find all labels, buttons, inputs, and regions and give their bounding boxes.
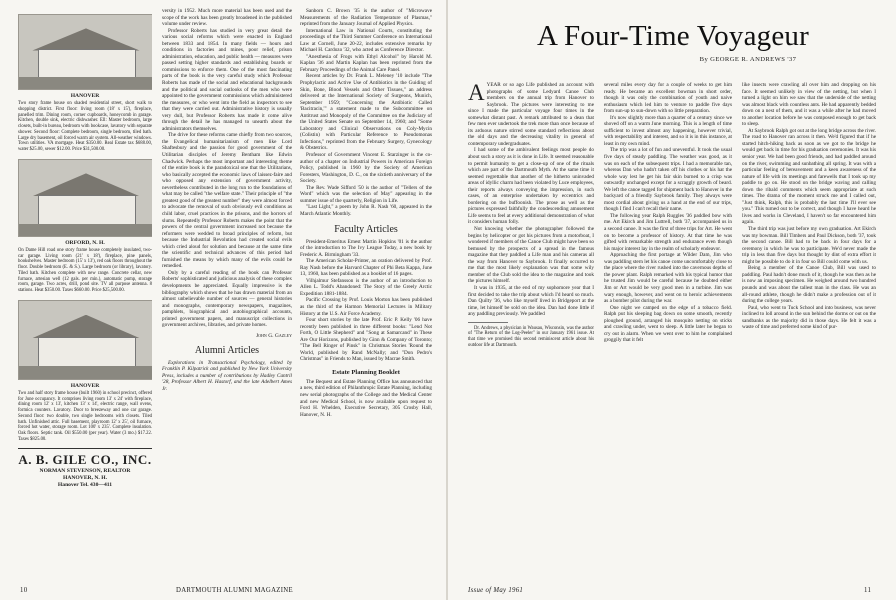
right-page-number: 11 [864, 587, 872, 594]
faculty-article-item: The American Scholar-Printer, an oration delivered by Prof. Ray Nash before the Harvard Chapter of Phi Beta Kappa, June 13, 1960, has been published as a booklet of 16 pages. [300, 258, 432, 278]
faculty-article-item: President-Emeritus Ernest Martin Hopkins '01 is the author of the introduction to The Ivy League Today, a new book by Frederic A. Birmingham '33. [300, 238, 432, 258]
author-note: Dr. Andrews, a physician in Wausau, Wisconsin, was the author of "The Return of the Log-Peeler" in our January 1961 issue. At that time we promised this second reminiscent article about his outdoor life at Dartmouth. [468, 325, 594, 348]
hanover-house-photo-1 [18, 14, 152, 90]
article-paragraph: Being a member of the Canoe Club, Bill was used to paddling. Paul hadn't done much of it, though he was then as he is now an imposing specimen. He weighed around two hundred pounds and was about the tallest man in the class. He was an all-round athlete, though he didn't make a profession out of it during the college years. [742, 265, 876, 305]
realtor-town: HANOVER, N. H. [63, 474, 107, 481]
right-page [448, 0, 896, 600]
real-estate-column [18, 14, 152, 584]
alumni-article-item: The Rev. Wade Sifford '50 is the author of "Tellers of the Word" which was the selection of May" appearing in the summer issue of the quarterly, Religion in Life. [300, 184, 432, 204]
alumni-article-item: Recent articles by Dr. Frank L. Meleney '10 include "The Prophylactic and Active Use of Antibiotics in the Guiding of Skin, Bone, Blood Vessels and Other Tissues," an address delivered at the International Society of Surgeons, Munich, September 1959; "Concerning the Antibiotic Called 'Bacitracin,'" a statement made to the Subcommittee on Antitrust and Monopoly of the Committee on the Judiciary of the United States Senate on September 14, 1960; and "Some Laboratory and Clinical Observations on Coly-Mycin (Colistin) with Particular Reference to Pseudomonas Infections," reprinted from the February Surgery, Gynecology & Obstetrics. [300, 73, 432, 152]
review-continued: versity in 1952. Much more material has been used and the scope of the work has been greatly broadened in the published volume under review. [162, 8, 292, 28]
alumni-article-item: "Last Light," a poem by John R. Nash '60, appeared in the March Atlantic Monthly. [300, 204, 432, 217]
realtor-phone: Hanover Tel. 430—411 [57, 481, 113, 488]
articles-column [300, 8, 432, 584]
hanover-house-photo-2 [18, 300, 152, 380]
ad-hanover-2-text: Two and half story frame house (built 1960) in school precinct, offered for June occupancy. It comprises living room 13' x 24' with fireplace, dining room 12' x 13', kitchen 13' x 14', electric range, wall ovens, formica counters. Lavatory. Door to breezeway and one car garage. Second floor: two double, two single bedrooms with closets. Tiled bath. Unfinished attic. Full basement, playroom 12' x 25', oil furnace, forced hot water, storage room. Lot 100' x 235'. Complete insulation. Oak floors. Septic tank. Oil $550.00 (per year). Water (3 mo.) $17.22. Taxes $825.00. [18, 390, 152, 442]
review-paragraph: Professor Roberts has studied in very great detail the various social reforms which were enacted in England between 1833 and 1854. In many fields — hours and conditions in factories and mines, poor relief, prison administration, education, and public health — measures were passed setting higher standards and establishing boards or commissions to enforce them. One of the most fascinating parts of the book is the very careful study which Professor Roberts has made of the social and educational backgrounds and the political and social outlooks of the men who were appointed to the government commissions which administered the measures, or who went into the field as inspectors to see that they were carried out. Administrative history is usually very dull, but Professor Roberts has made it come alive through the detail he has managed to unearth about the administrators themselves. [162, 27, 292, 132]
article-paragraph: The third trip was just before my own graduation. Art Ekirch was my bowman. Bill Timbers and Paul Dickson, both '37, took the second canoe. Bill had to be back in four days for a ceremony in which he was to participate. We'd never made the trip in less than five days but thought by dint of extra effort it might be possible to do it in four so Bill could come with us. [742, 226, 876, 265]
left-page-number: 10 [20, 587, 28, 594]
ad-hanover-1-text: Two story frame house on shaded residential street, short walk to shopping district. First floor: living room (18' x 15'), fireplace, panelled trim. Dining room, corner cupboards, honeycomb in garage. Kitchen, double sink, electric dishwasher. Ell: Master bedroom, large closets, built-in bureau, bedroom with bookcase, lavatory with separate shower. Second floor: Complete bedroom, single bedroom, tiled bath. Large dry basement, oil forced warm air system. All-weather windows. Town utilities. VA mortgage. Heat $350.00. Real Estate tax $688.00, water $25.00, sewer $12.00. Price $31,500.00. [18, 101, 152, 152]
article-paragraph: One night we camped on the edge of a tobacco field. Ralph put his sleeping bag down on some smooth, recently ploughed ground, arranged his mosquito netting on sticks and crawling under, went to sleep. A little later he began to cry out in alarm. When we went over to him he complained groggily that it felt [604, 304, 732, 344]
book-review-column [162, 8, 292, 584]
article-paragraph: I had some of the ambivalent feelings most people do about such a story as it is done in Life. It seemed reasonable to permit humanity to get a close-up of one of the rituals which are part of the Dartmouth Myth. At the same time it seemed regrettable that another of the hitherto uninvaded areas of idyllic charm had been violated by Luce employees, their reports always conveying the impression, in such cases, of an enterprise undertaken by eccentrics and bordering on the buffoonish. The prose as well as the pictures expressed faithfully the condescending amusement Life seems to feel at every additional demonstration of what it considers human folly. [468, 147, 594, 226]
alumni-article-item: International Law in National Courts, constituting the proceedings of the Third Summer Conference on International Law at Cornell, June 20-22, includes extensive remarks by Michael H. Cardozo '32, who acted as Conference Director. [300, 27, 432, 54]
faculty-articles-heading: Faculty Articles [334, 223, 398, 235]
article-paragraph: YEAR or so ago Life published an account with photographs of some Ledyard Canoe Club members on the annual trip from Hanover to Saybrook. The pictures were interesting to me since I made the particular voyage four times in the somewhat distant past. A remark attributed to a dean that few men ever undertook the trek more than once because of its arduous nature stirred some standard reflections about the old days and the decreasing vitality in general of contemporary undergraduates. [468, 82, 594, 147]
article-paragraph: At Saybrook Ralph got out at the long bridge across the river. The road to Hanover ran across it then. We'd figured that if he started hitch-hiking back as soon as we got to the bridge he would get back in time for his graduation ceremonies. It was his senior year. We had been good friends, and had paddled around on the river, swimming and sunbathing all spring. It was with a particular feeling of bereavement and a keen awareness of the nature of life with its meetings and farewells that I took up my paddle to go on. He stood on the bridge waving and calling down the ribald comments which seem appropriate at such times. The drama of the moment struck me and I called out, "Just think, Ralph, this is probably the last time I'll ever see you." This turned out to be correct, and though I have heard he lives and works in Cleveland, I haven't so far encountered him again. [742, 127, 876, 226]
article-paragraph: It's now slightly more than a quarter of a century since we shoved off on a warm June morning. This is a length of time sufficient to invest almost any happening, however trivial, with respectability and interest, and so it is in this instance, at least in my own mind. [604, 114, 732, 147]
review-paragraph: Only by a careful reading of the book can Professor Roberts' sophisticated and judicious analysis of these complex developments be appreciated. Equally impressive is the bibliography which shows that he has drawn material from an almost unbelievable number of sources — general histories and monographs, contemporary newspapers, magazines, pamphlets, biographical and autobiographical accounts, printed government papers, and manuscript collections in government archives, libraries, and private homes. [162, 269, 292, 329]
ad-hanover-2-title: HANOVER [70, 382, 100, 389]
review-signature: John G. Gazley [256, 332, 292, 339]
alumni-article-item: "Anesthesia of Frogs with Ethyl Alcohol" by Harold M. Kaplan '36 and Martin Kaplan has been reprinted from the February Proceedings of the Animal Care Panel. [300, 53, 432, 73]
alumni-articles-heading: Alumni Articles [194, 344, 260, 356]
faculty-article-item: Vilhjalmur Stefansson is the author of an introduction to Allen L. Todd's Abandoned: The Story of the Greely Arctic Expedition 1881-1884. [300, 277, 432, 297]
orford-house-photo [18, 159, 152, 237]
left-running-head: DARTMOUTH ALUMNI MAGAZINE [176, 587, 293, 594]
article-paragraph: several miles every day for a couple of weeks to get him ready. He became an excellent bowman in short order, though it was only the combination of youth and naive enthusiasm which led him to venture to paddle five days from sun-up to sun-down with so little preparation. [604, 82, 732, 115]
left-page [0, 0, 446, 600]
article-paragraph: It was in 1935, at the end of my sophomore year that I first decided to take the trip about which I'd heard so much. Dan Quilty '36, who like myself lived in Bridgeport at the time, let himself be sold on the idea. Dan had done little if any paddling previously. We paddled [468, 284, 594, 318]
ad-orford-text: On Dame Hill road one story frame house completely insulated, two-car garage. Living room (21' x 18'), fireplace, pine panels, bookshelves. Master bedroom (15' x 13'), red oak floors throughout the floor. Double bedroom (E. & S.). Large bedroom (or library), lavatory. Tiled bath. Kitchen complete with new range. Concrete cellar, new furnace, artesian well (12 gals. per min.), automatic pump, storage room, garage. Two acres, drill, pond site. TV all purpose antenna. 8 stations. Heat $350.00. Taxes $660.00. Price $25,500.00. [18, 247, 152, 293]
article-title: A Four-Time Voyageur [537, 20, 809, 52]
ad-orford-title: ORFORD, N. H. [65, 239, 105, 246]
article-paragraph: Not knowing whether the photographer followed the begins by helicopter or got his pictures from a motorboat, I wondered if members of the Canoe Club might have been so bemused by the prospects of a spread in the famous magazine that they paddled a Life man and his cameras all the way from Hanover to Saybrook. It finally occurred to me that the most likely explanation was that some wily member of the Club sold the idea to the magazine and took the pictures himself. [468, 226, 594, 285]
review-paragraph: The drive for these reforms came chiefly from two sources, the Evangelical humanitarianism of men like Lord Shaftesbury and the passion for good government of the Utilitarian disciples of Jeremy Bentham like Edwin Chadwick. Perhaps the most important and interesting theme of the entire book is the paradoxical one that the Utilitarians, who basically accepted the economic laws of laissez-faire and who opposed any extension of government activity, nevertheless contributed in the long run to the foundations of what may be called "the welfare state." Their principle of "the greatest good of the greatest number" they were almost forced to advocate the removal of such obviously evil conditions as child labor, cruel practices in the prisons, and the horrors of slums. Repeatedly Professor Roberts makes the point that the powers of the central government increased not because the reformers were wedded to broad principles of reform, but because the Industrial Revolution had created social evils which cried aloud for solution and because at the same time the scientific and technical advances of this period had furnished the means by which many of the evils could be remedied. [162, 132, 292, 270]
issue-footer: Issue of May 1961 [468, 587, 524, 594]
realtor-ad [18, 448, 152, 489]
estate-planning-text: The Bequest and Estate Planning Office has announced that a new, third edition of Philanthropic Estate Planning, including new serial photographs of the College and the Medical Center and new Medical School, is now available upon request to Ford H. Whelden, Executive Secretary, 305 Crosby Hall, Hanover, N. H. [300, 378, 432, 418]
article-paragraph: Paul, who went to Tuck School and into business, was never inclined to loll around in the sun behind the dorms or out on the sandbanks as the majority did in those days. He felt it was a waste of time and preferred some kind of pur- [742, 304, 876, 331]
article-byline: By GEORGE R. ANDREWS '37 [699, 56, 797, 63]
article-column-2 [604, 82, 732, 582]
article-paragraph: The trip was a lot of fun and uneventful. It took the usual five days of steady paddling. The weather was good, as it was on each of the subsequent trips. I had a memorable tan, whereas Dan who hadn't taken off his clothes or his hat the whole way lest he get his fair skin burned to a crisp was outwardly unchanged except for a scraggly growth of beard. We left the canoe tagged for shipment back to Hanover in the backyard of a friendly Saybrook family. They always were most cordial about giving us a hand at the end of our trips, though I find I can't recall their name. [604, 147, 732, 213]
ad-hanover-1-title: HANOVER [70, 93, 100, 99]
article-column-3 [742, 82, 876, 582]
faculty-article-item: Pacific Crossing by Prof. Louis Morton has been published as the third of the Harmon Memorial Lectures in Military History at the U.S. Air Force Academy. [300, 297, 432, 317]
drop-cap: A [468, 82, 485, 105]
article-paragraph: Approaching the first portage at Wilder Dam, Jim who was paddling stern let his canoe come uncomfortably close to the place where the river rushed into the cavernous depths of the power plant. Ralph remarked with his typical humor that he trusted Jim would be careful because he doubted either Jim or Art would be very good men in a turbine. Jim was wary enough, however, and went on to heroic achievements as a bomber pilot during the war. [604, 252, 732, 305]
realtor-name: A. B. GILE CO., INC. [18, 451, 152, 467]
estate-planning-heading: Estate Planning Booklet [332, 368, 400, 376]
alumni-article-item: Sanborn C. Brown '35 is the author of "Microwave Measurements of the Radiation Temperature of Plasmas," reprinted from the January Journal of Applied Physics. [300, 8, 432, 28]
alumni-article-item: Professor of Government Vincent E. Starzinger is the co-author of a chapter on Industrial Powers in American Foreign Policy, published in 1960 by the Society of American Foresters, Washington, D. C., on the sixtieth anniversary of the Society. [300, 152, 432, 185]
article-column-1 [468, 82, 594, 582]
alumni-articles-text: Explorations in Transactional Psychology, edited by Franklin P. Kilpatrick and published by New York University Press, includes a number of contributions by Hadley Cantril '28, Professor Albert H. Hastorf, and the late Adelbert Ames Jr. [162, 359, 292, 392]
article-paragraph: The following year Ralph Ruggles '36 paddled bow with me. Art Ekirch and Jim Luttrell, both '37, accompanied us in a second canoe. It was the first of three trips for Art. He went on to become a professor of history. At that time he was gifted with remarkable strength and endurance even though his major interest lay in the realm of scholarly endeavor. [604, 212, 732, 252]
article-paragraph: like insects were crawling all over him and dropping on his face. It seemed unlikely in view of the netting, but when I turned a light on him we saw that the underside of the netting was almost black with countless ants. He had apparently bedded down on a nest of them, and it was a while after he had moved to another location before he was composed enough to get back to sleep. [742, 82, 876, 128]
realtor-contact: NORMAN STEVENSON, REALTOR [39, 467, 131, 474]
faculty-article-item: Four short stories by the late Prof. Eric P. Kelly '06 have recently been published in three different books: "Lend Not Forth, O Little Shepherd" and "Song at Samarcand" in These Are Our Horizons, published by Ginn & Company of Toronto; "The Bell Ringer of Pinsk" in Christmas Stories 'Round the World, published by Rand McNally; and "Don Pedro's Christmas" in Friends to Man, issued by Macrae Smith. [300, 317, 432, 363]
